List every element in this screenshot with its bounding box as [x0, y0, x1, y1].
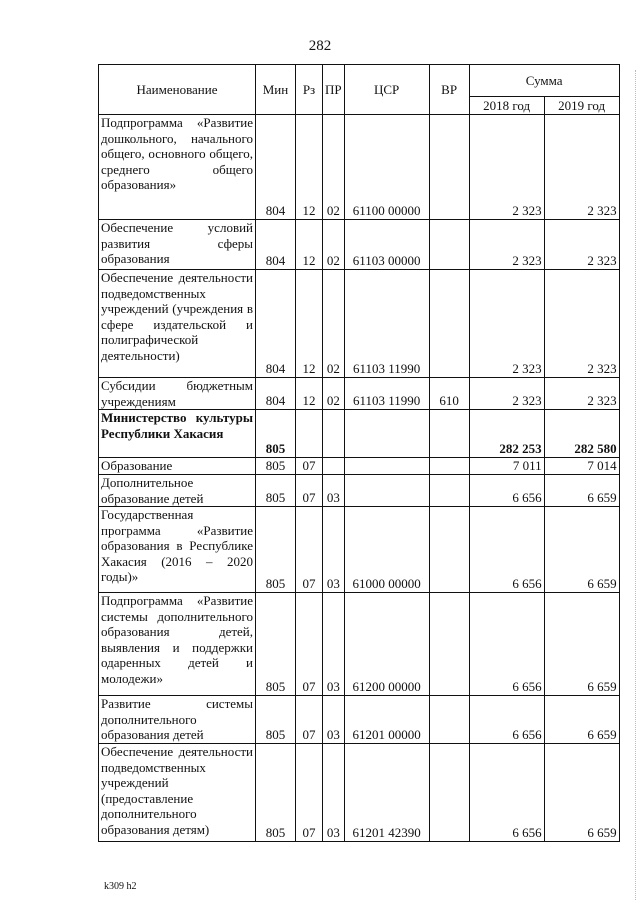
row-vr: [429, 475, 469, 507]
row-sum-2018: 6 656: [469, 475, 544, 507]
table-row: [99, 410, 620, 458]
row-min: 805: [256, 507, 296, 593]
row-pr: 03: [323, 744, 345, 842]
row-rz: 07: [296, 696, 323, 744]
row-min: 805: [256, 696, 296, 744]
header-vr: ВР: [429, 65, 469, 115]
row-sum-2018: 6 656: [469, 744, 544, 842]
row-vr: [429, 270, 469, 378]
table-row: [99, 696, 620, 744]
row-csr: [344, 410, 429, 458]
row-name: Образование: [99, 458, 256, 475]
row-sum-2018: 6 656: [469, 507, 544, 593]
header-year-2018: 2018 год: [469, 97, 544, 115]
row-name: Министерство культуры Республики Хакасия: [99, 410, 256, 458]
table-row: [99, 475, 620, 507]
row-min: 804: [256, 270, 296, 378]
header-pr: ПР: [323, 65, 345, 115]
row-min: 805: [256, 475, 296, 507]
row-sum-2019: 6 659: [544, 593, 619, 696]
row-sum-2019: 2 323: [544, 220, 619, 270]
row-sum-2019: 6 659: [544, 744, 619, 842]
row-vr: [429, 410, 469, 458]
header-csr: ЦСР: [344, 65, 429, 115]
header-rz: Рз: [296, 65, 323, 115]
row-rz: 07: [296, 593, 323, 696]
row-vr: [429, 696, 469, 744]
row-pr: 02: [323, 115, 345, 220]
row-sum-2019: 6 659: [544, 696, 619, 744]
row-pr: 03: [323, 507, 345, 593]
row-csr: 61103 11990: [344, 270, 429, 378]
row-sum-2019: 282 580: [544, 410, 619, 458]
row-vr: 610: [429, 378, 469, 410]
row-vr: [429, 458, 469, 475]
table-row: [99, 270, 620, 378]
row-pr: 03: [323, 696, 345, 744]
row-vr: [429, 220, 469, 270]
row-pr: 03: [323, 475, 345, 507]
row-pr: 02: [323, 270, 345, 378]
row-min: 805: [256, 744, 296, 842]
footer-code: k309 h2: [104, 881, 137, 892]
row-name: Подпрограмма «Развитие дошкольного, начального общего, основного общего, среднего общего образования»: [99, 115, 256, 220]
row-min: 805: [256, 593, 296, 696]
row-rz: [296, 410, 323, 458]
row-vr: [429, 744, 469, 842]
row-pr: [323, 410, 345, 458]
row-name: Обеспечение деятельности подведомственных учреждений (учреждения в сфере издательской и полиграфической деятельности): [99, 270, 256, 378]
row-name: Развитие системы дополнительного образования детей: [99, 696, 256, 744]
row-csr: 61103 11990: [344, 378, 429, 410]
row-sum-2019: 7 014: [544, 458, 619, 475]
row-min: 805: [256, 458, 296, 475]
row-sum-2019: 2 323: [544, 378, 619, 410]
header-sum: Сумма: [469, 65, 619, 97]
row-sum-2018: 7 011: [469, 458, 544, 475]
row-min: 804: [256, 378, 296, 410]
table-row: [99, 458, 620, 475]
table-body: [99, 115, 620, 842]
row-min: 804: [256, 115, 296, 220]
header-name: Наименование: [99, 65, 256, 115]
margin-edge: [635, 70, 640, 900]
row-sum-2018: 2 323: [469, 115, 544, 220]
row-csr: 61201 00000: [344, 696, 429, 744]
header-min: Мин: [256, 65, 296, 115]
row-pr: 03: [323, 593, 345, 696]
row-sum-2019: 2 323: [544, 270, 619, 378]
table-row: [99, 378, 620, 410]
row-min: 804: [256, 220, 296, 270]
row-name: Государственная программа «Развитие образования в Республике Хакасия (2016 – 2020 годы)»: [99, 507, 256, 593]
row-name: Подпрограмма «Развитие системы дополнительного образования детей, выявления и поддержки одаренных детей и молодежи»: [99, 593, 256, 696]
row-sum-2018: 6 656: [469, 593, 544, 696]
row-csr: 61103 00000: [344, 220, 429, 270]
row-csr: 61201 42390: [344, 744, 429, 842]
row-sum-2019: 2 323: [544, 115, 619, 220]
table-header: [99, 65, 620, 115]
row-name: Субсидии бюджетным учреждениям: [99, 378, 256, 410]
header-year-2019: 2019 год: [544, 97, 619, 115]
row-rz: 12: [296, 115, 323, 220]
row-vr: [429, 593, 469, 696]
row-sum-2018: 6 656: [469, 696, 544, 744]
row-name: Дополнительное образование детей: [99, 475, 256, 507]
row-rz: 12: [296, 220, 323, 270]
table-row: [99, 593, 620, 696]
table-row: [99, 220, 620, 270]
row-sum-2018: 2 323: [469, 220, 544, 270]
row-name: Обеспечение деятельности подведомственных учреждений (предоставление дополнительного образования детям): [99, 744, 256, 842]
row-rz: 12: [296, 270, 323, 378]
row-csr: 61000 00000: [344, 507, 429, 593]
budget-table: [98, 64, 620, 842]
row-csr: [344, 458, 429, 475]
row-rz: 12: [296, 378, 323, 410]
row-min: 805: [256, 410, 296, 458]
row-rz: 07: [296, 475, 323, 507]
row-rz: 07: [296, 744, 323, 842]
row-sum-2018: 282 253: [469, 410, 544, 458]
row-pr: 02: [323, 220, 345, 270]
table-row: [99, 507, 620, 593]
row-rz: 07: [296, 458, 323, 475]
row-csr: 61200 00000: [344, 593, 429, 696]
row-sum-2018: 2 323: [469, 378, 544, 410]
row-sum-2018: 2 323: [469, 270, 544, 378]
row-csr: 61100 00000: [344, 115, 429, 220]
table-row: [99, 744, 620, 842]
page-number: 282: [308, 38, 332, 54]
row-csr: [344, 475, 429, 507]
row-sum-2019: 6 659: [544, 475, 619, 507]
row-vr: [429, 507, 469, 593]
row-rz: 07: [296, 507, 323, 593]
row-name: Обеспечение условий развития сферы образования: [99, 220, 256, 270]
row-pr: 02: [323, 378, 345, 410]
row-vr: [429, 115, 469, 220]
row-sum-2019: 6 659: [544, 507, 619, 593]
table-row: [99, 115, 620, 220]
row-pr: [323, 458, 345, 475]
